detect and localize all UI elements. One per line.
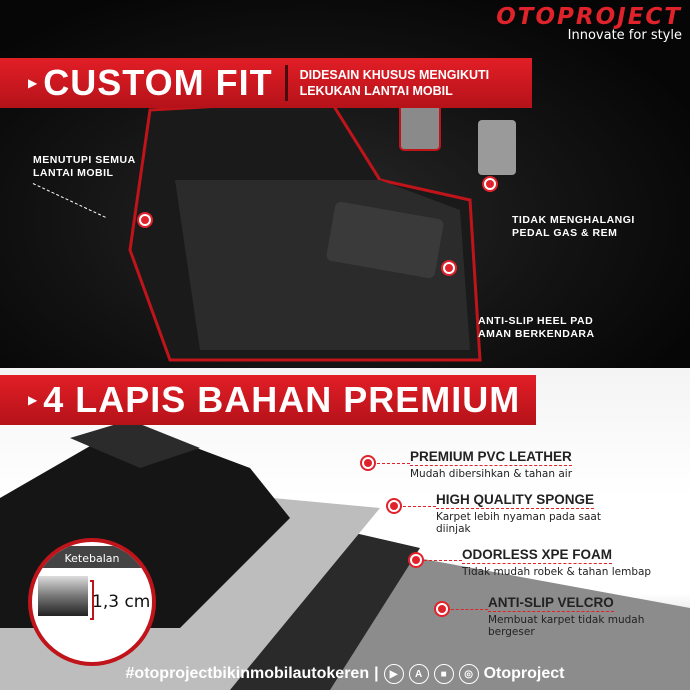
layer-label: ODORLESS XPE FOAM Tidak mudah robek & tahan lembap xyxy=(462,547,652,578)
thickness-label: Ketebalan xyxy=(32,546,152,568)
triangle-icon: ▶ xyxy=(28,76,38,90)
section-title: 4 LAPIS BAHAN PREMIUM xyxy=(43,379,521,420)
layer-dot xyxy=(362,457,374,469)
layer-label: HIGH QUALITY SPONGE Karpet lebih nyaman pada saat diinjak xyxy=(436,492,601,535)
subtitle: DIDESAIN KHUSUS MENGIKUTI xyxy=(299,68,490,82)
account-name[interactable]: Otoproject xyxy=(483,665,565,682)
subtitle: LEKUKAN LANTAI MOBIL xyxy=(299,84,453,98)
premium-banner xyxy=(0,375,536,425)
callout-dot xyxy=(484,178,496,190)
brand-logo xyxy=(496,4,682,43)
footer xyxy=(0,664,690,684)
play-store-icon[interactable]: ▶ xyxy=(384,664,404,684)
layer-dot xyxy=(410,554,422,566)
brand-tagline: Innovate for style xyxy=(567,28,682,43)
layer-label: PREMIUM PVC LEATHER Mudah dibersihkan & tahan air xyxy=(410,449,573,480)
divider xyxy=(285,65,288,101)
callout-pedal: TIDAK MENGHALANGI PEDAL GAS & REM xyxy=(512,214,635,239)
layer-label: ANTI-SLIP VELCRO Membuat karpet tidak mudah bergeser xyxy=(488,595,645,638)
layer-dot xyxy=(436,603,448,615)
callout-dot xyxy=(443,262,455,274)
leader-line xyxy=(424,560,462,561)
cross-section-image xyxy=(38,576,88,616)
brand-name: OTOPROJECT xyxy=(496,4,682,30)
callout-coverage: MENUTUPI SEMUA LANTAI MOBIL xyxy=(33,154,136,179)
section-title: CUSTOM FIT xyxy=(43,62,273,103)
hashtag: #otoproject​bikinmobilautokeren xyxy=(125,665,370,682)
separator: | xyxy=(374,665,379,682)
thickness-value: 1,3 cm xyxy=(92,592,151,612)
thickness-badge xyxy=(28,538,156,666)
app-store-icon[interactable]: A xyxy=(409,664,429,684)
youtube-icon[interactable]: ■ xyxy=(434,664,454,684)
layer-dot xyxy=(388,500,400,512)
instagram-icon[interactable]: ◎ xyxy=(459,664,479,684)
custom-fit-banner xyxy=(0,58,532,108)
callout-dot xyxy=(139,214,151,226)
leader-line xyxy=(446,609,488,610)
leader-line xyxy=(398,506,436,507)
leader-line xyxy=(372,463,410,464)
triangle-icon: ▶ xyxy=(28,393,38,407)
callout-heel-pad: ANTI-SLIP HEEL PAD AMAN BERKENDARA xyxy=(478,315,595,340)
